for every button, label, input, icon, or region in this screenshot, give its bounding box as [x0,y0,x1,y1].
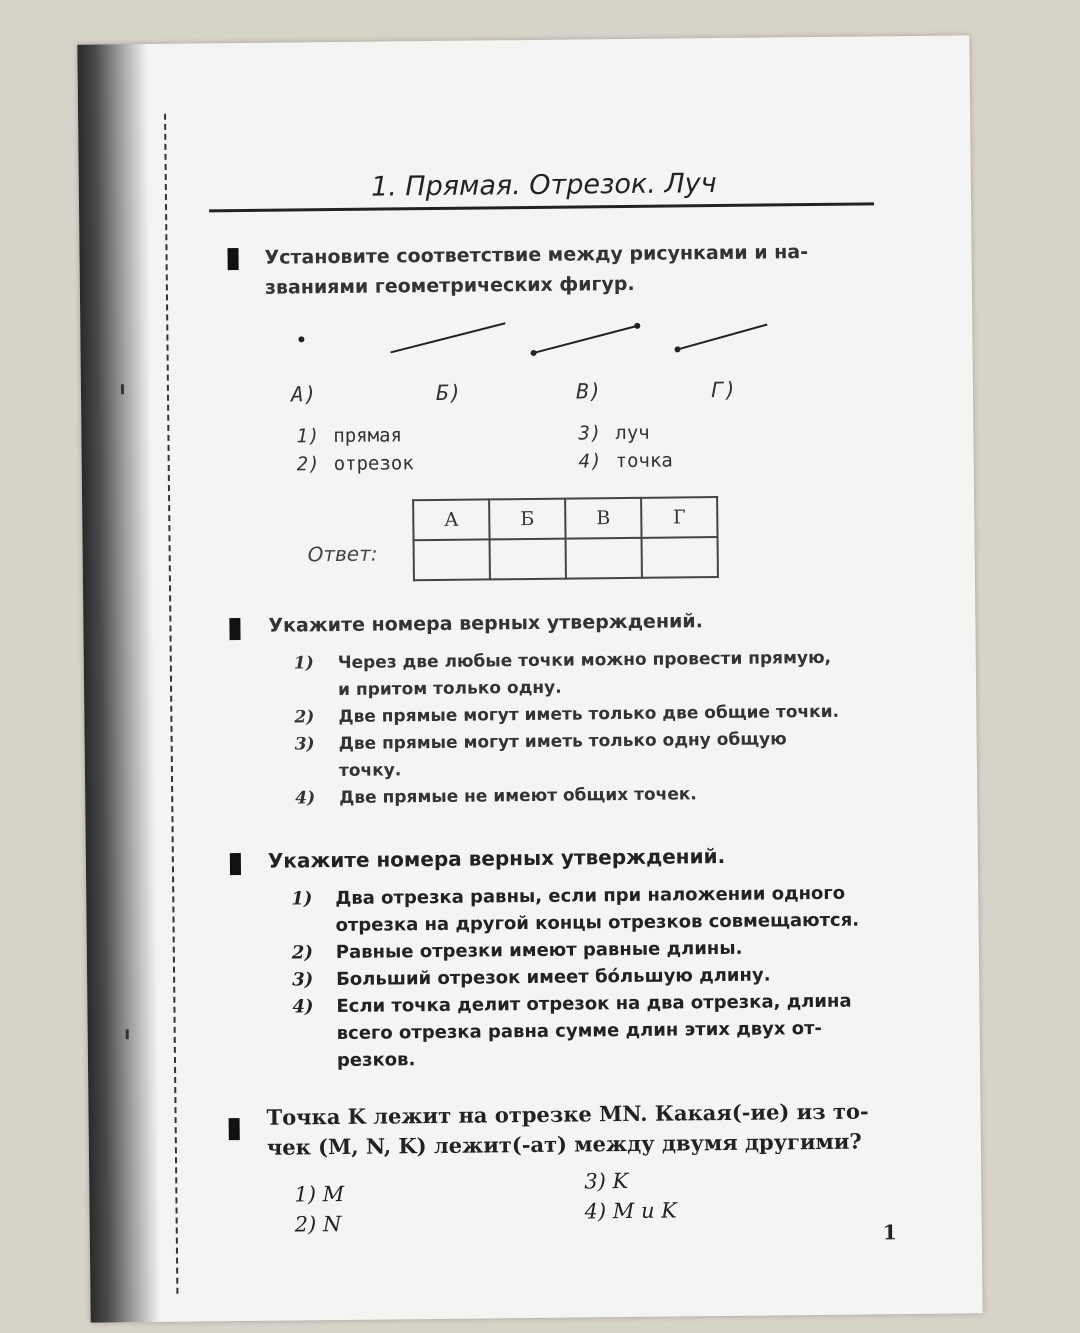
list-item: 3) Больший отрезок имеет бóльшую длину. [292,964,771,991]
question-2-list [294,644,886,812]
point-icon [298,336,304,342]
answer-table [412,496,719,581]
answer-header: Б [489,499,565,540]
worksheet-page [77,35,982,1322]
line-icon [390,323,505,352]
ray-icon [674,324,767,352]
question-marker [229,1118,240,1140]
figure-label-g: Г) [710,377,737,403]
answer-header: Г [641,497,717,538]
question-1-text: Установите соответствие между рисунками и на- званиями геометрических фигур. [264,241,809,299]
cut-line [164,114,178,1294]
answer-header: А [413,499,489,540]
answer-header: В [565,498,641,539]
answer-cell-g[interactable] [642,537,718,578]
title-rule [209,202,874,212]
figure-label-v: В) [575,379,602,404]
list-item: 3) Две прямые могут иметь только одну общую точку. [294,729,787,782]
list-item: 4) Две прямые не имеют общих точек. [295,784,697,809]
option-2: 2) отрезок [296,452,414,476]
option-1: 1) прямая [296,424,403,448]
list-item: 1) Два отрезка равны, если при наложении одного отрезка на другой концы отрезков совмещаются. [291,882,860,937]
list-item: 1) Через две любые точки можно провести прямую, и притом только одну. [293,647,832,701]
list-item: 2) Две прямые могут иметь только две общие точки. [294,701,840,728]
answer-cell-a[interactable] [414,539,490,580]
option-3: 3) луч [578,421,650,445]
segment-icon [530,323,640,356]
page-number: 1 [882,1220,897,1245]
page-title: 1. Прямая. Отрезок. Луч [370,168,717,203]
answer-cell-b[interactable] [490,539,566,580]
figure-label-b: Б) [435,380,462,405]
margin-mark [126,1029,129,1039]
list-item: 4) Если точка делит отрезок на два отрезка, длина всего отрезка равна сумме длин этих двух от- резков. [292,990,852,1072]
option-4: 4) точка [578,449,673,473]
figure-label-a: А) [290,382,317,407]
list-item: 2) Равные отрезки имеют равные длины. [291,937,743,964]
answer-label: Ответ: [307,541,378,567]
q4-option-3: 3) K [584,1168,629,1194]
q4-option-1: 1) M [294,1181,345,1207]
question-3-list [291,879,893,1074]
figures-row [285,312,786,377]
margin-mark [121,384,124,394]
question-2-text: Укажите номера верных утверждений. [268,610,703,637]
q4-option-2: 2) N [294,1212,342,1237]
answer-cell-v[interactable] [566,538,642,579]
question-marker [227,248,238,270]
question-4-text: Точка K лежит на отрезке MN. Какая(-ие) из то- чек (M, N, K) лежит(-ат) между двумя другими? [266,1098,869,1160]
question-marker [230,853,241,875]
question-marker [229,618,240,640]
scan-edge-shadow [77,44,160,1323]
q4-option-4: 4) M и K [584,1198,678,1224]
question-3-text: Укажите номера верных утверждений. [267,843,726,873]
